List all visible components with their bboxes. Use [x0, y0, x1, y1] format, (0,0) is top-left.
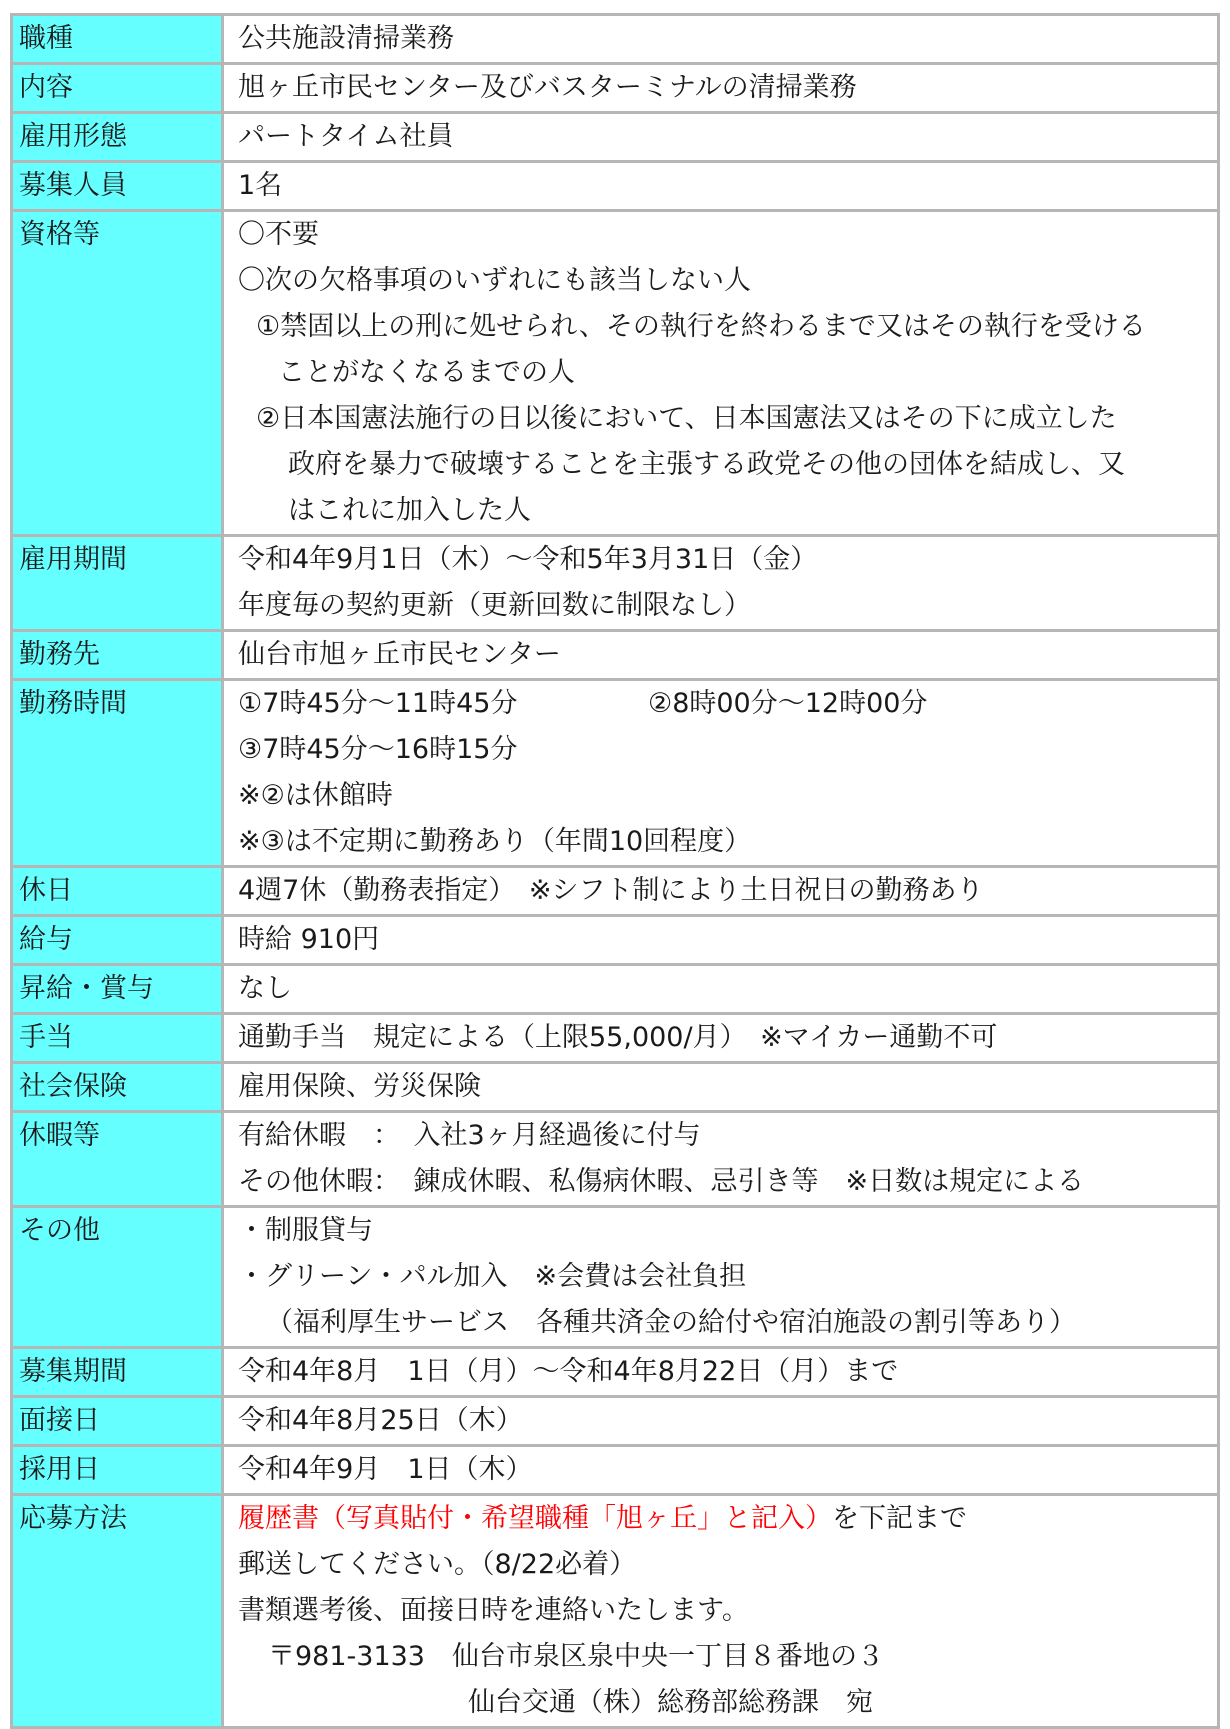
- row-value: なし: [224, 966, 1220, 1012]
- row-value: [224, 681, 1220, 865]
- other-line: （福利厚生サービス 各種共済金の給付や宿泊施設の割引等あり）: [266, 1307, 1076, 1338]
- row-label: 休日: [10, 868, 224, 914]
- qualification-line: 〇不要: [238, 219, 319, 250]
- row-label: 内容: [10, 65, 224, 111]
- period-line: 令和4年9月1日（木）～令和5年3月31日（金）: [238, 544, 818, 575]
- row-value: 通勤手当 規定による（上限55,000/月） ※マイカー通勤不可: [224, 1015, 1220, 1061]
- row-value: 旭ヶ丘市民センター及びバスターミナルの清掃業務: [224, 65, 1220, 111]
- row-allowance: [10, 1015, 1220, 1064]
- shift-3: ③7時45分～16時15分: [238, 734, 518, 765]
- qualification-line: ことがなくなるまでの人: [278, 357, 575, 388]
- row-application: [10, 1496, 1220, 1729]
- shift-2: ②8時00分～12時00分: [648, 688, 928, 719]
- mailing-address: 〒981-3133 仙台市泉区泉中央一丁目８番地の３: [268, 1641, 884, 1672]
- row-value: [224, 212, 1220, 534]
- row-label: 昇給・賞与: [10, 966, 224, 1012]
- row-label: 募集人員: [10, 163, 224, 209]
- application-line: [238, 1496, 1217, 1542]
- row-label: 職種: [10, 16, 224, 62]
- row-openings: [10, 163, 1220, 212]
- other-line: ・グリーン・パル加入 ※会費は会社負担: [238, 1261, 747, 1292]
- row-recruit-period: [10, 1349, 1220, 1398]
- qualification-line: ①禁固以上の刑に処せられ、その執行を終わるまで又はその執行を受ける: [256, 311, 1146, 342]
- job-posting-table: [10, 13, 1220, 1729]
- row-label: 面接日: [10, 1398, 224, 1444]
- row-hire-date: [10, 1447, 1220, 1496]
- row-label: その他: [10, 1208, 224, 1346]
- row-qualifications: [10, 212, 1220, 537]
- qualification-line: ②日本国憲法施行の日以後において、日本国憲法又はその下に成立した: [256, 403, 1117, 434]
- row-other: [10, 1208, 1220, 1349]
- row-label: 雇用期間: [10, 537, 224, 629]
- row-employment-type: [10, 114, 1220, 163]
- row-leave: [10, 1113, 1220, 1208]
- row-interview-date: [10, 1398, 1220, 1447]
- row-value: 令和4年9月 1日（木）: [224, 1447, 1220, 1493]
- resume-instruction: 履歴書（写真貼付・希望職種「旭ヶ丘」と記入）: [238, 1503, 832, 1534]
- application-line: 郵送してください。（8/22必着）: [238, 1549, 637, 1580]
- row-label: 募集期間: [10, 1349, 224, 1395]
- row-label: 雇用形態: [10, 114, 224, 160]
- row-label: 資格等: [10, 212, 224, 534]
- row-label: 勤務時間: [10, 681, 224, 865]
- row-value: 4週7休（勤務表指定） ※シフト制により土日祝日の勤務あり: [224, 868, 1220, 914]
- row-value: 1名: [224, 163, 1220, 209]
- row-label: 休暇等: [10, 1113, 224, 1205]
- row-label: 採用日: [10, 1447, 224, 1493]
- other-line: ・制服貸与: [238, 1215, 373, 1246]
- mailing-recipient: 仙台交通（株）総務部総務課 宛: [468, 1687, 873, 1718]
- row-value: 仙台市旭ヶ丘市民センター: [224, 632, 1220, 678]
- application-line: 書類選考後、面接日時を連絡いたします。: [238, 1595, 749, 1626]
- row-label: 応募方法: [10, 1496, 224, 1726]
- row-label: 社会保険: [10, 1064, 224, 1110]
- row-value: 時給 910円: [224, 917, 1220, 963]
- leave-line: その他休暇： 錬成休暇、私傷病休暇、忌引き等 ※日数は規定による: [238, 1166, 1085, 1197]
- row-raise-bonus: [10, 966, 1220, 1015]
- resume-instruction-tail: を下記まで: [832, 1503, 967, 1534]
- period-line: 年度毎の契約更新（更新回数に制限なし）: [238, 590, 751, 621]
- row-value: [224, 1208, 1220, 1346]
- hours-note: ※②は休館時: [238, 780, 393, 811]
- row-value: [224, 1113, 1220, 1205]
- leave-line: 有給休暇 ： 入社3ヶ月経過後に付与: [238, 1120, 701, 1151]
- shift-1: ①7時45分～11時45分: [238, 688, 518, 719]
- row-label: 勤務先: [10, 632, 224, 678]
- row-insurance: [10, 1064, 1220, 1113]
- row-content: [10, 65, 1220, 114]
- row-job-type: [10, 13, 1220, 65]
- row-employment-period: [10, 537, 1220, 632]
- row-work-hours: [10, 681, 1220, 868]
- qualification-line: はこれに加入した人: [288, 495, 531, 526]
- row-holidays: [10, 868, 1220, 917]
- row-label: 給与: [10, 917, 224, 963]
- row-value: 令和4年8月25日（木）: [224, 1398, 1220, 1444]
- row-value: 令和4年8月 1日（月）～令和4年8月22日（月）まで: [224, 1349, 1220, 1395]
- row-workplace: [10, 632, 1220, 681]
- qualification-line: 〇次の欠格事項のいずれにも該当しない人: [238, 265, 751, 296]
- row-label: 手当: [10, 1015, 224, 1061]
- row-value: パートタイム社員: [224, 114, 1220, 160]
- row-value: [224, 1496, 1220, 1726]
- hours-note: ※③は不定期に勤務あり（年間10回程度）: [238, 826, 752, 857]
- row-value: [224, 537, 1220, 629]
- qualification-line: 政府を暴力で破壊することを主張する政党その他の団体を結成し、又: [288, 449, 1125, 480]
- row-value: 雇用保険、労災保険: [224, 1064, 1220, 1110]
- row-salary: [10, 917, 1220, 966]
- row-value: 公共施設清掃業務: [224, 16, 1220, 62]
